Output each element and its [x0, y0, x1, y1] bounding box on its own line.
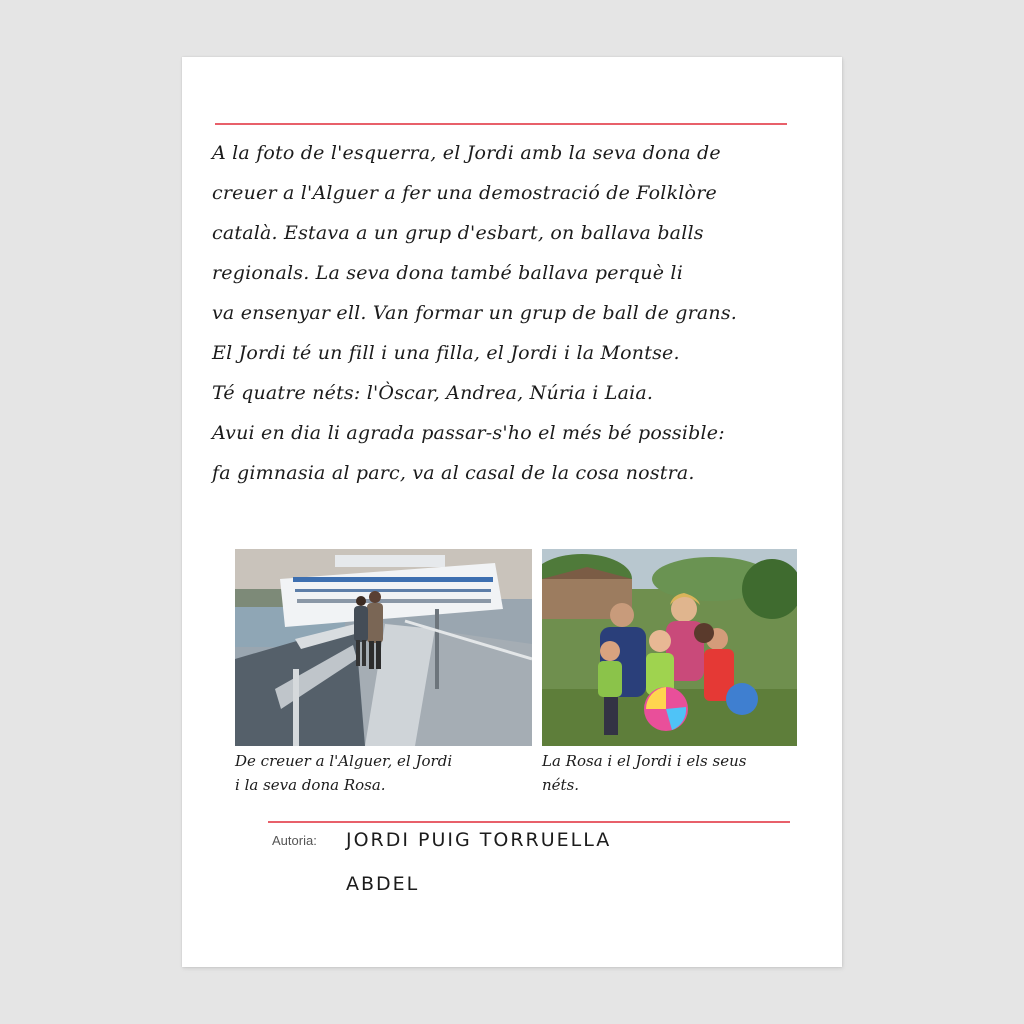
memory-sheet: [182, 57, 842, 967]
author-names: [346, 829, 611, 895]
story-line: regionals. La seva dona també ballava perquè li: [212, 262, 683, 284]
caption-line: néts.: [542, 776, 580, 794]
authorship-label: Autoria:: [272, 833, 317, 848]
story-line: creuer a l'Alguer a fer una demostració de Folklòre: [212, 182, 717, 204]
caption-cruise-photo: [235, 749, 532, 797]
story-line: Té quatre néts: l'Òscar, Andrea, Núria i Laia.: [212, 382, 654, 404]
story-line: A la foto de l'esquerra, el Jordi amb la seva dona de: [212, 142, 721, 164]
story-line: va ensenyar ell. Van formar un grup de ball de grans.: [212, 302, 738, 324]
photo-grandparents-grandchildren: [542, 549, 797, 746]
caption-line: De creuer a l'Alguer, el Jordi: [235, 752, 453, 770]
caption-line: La Rosa i el Jordi i els seus: [542, 752, 747, 770]
caption-line: i la seva dona Rosa.: [235, 776, 386, 794]
story-line: català. Estava a un grup d'esbart, on ballava balls: [212, 222, 704, 244]
author-name: ABDEL: [346, 873, 420, 895]
caption-family-photo: [542, 749, 797, 797]
cruise-photo-illustration: [235, 549, 532, 746]
family-photo-illustration: [542, 549, 797, 746]
bottom-accent-rule: [268, 821, 790, 823]
top-accent-rule: [215, 123, 787, 125]
story-line: fa gimnasia al parc, va al casal de la cosa nostra.: [212, 462, 695, 484]
handwritten-story: [212, 133, 812, 493]
story-line: Avui en dia li agrada passar-s'ho el més bé possible:: [212, 422, 725, 444]
author-name: JORDI PUIG TORRUELLA: [346, 829, 612, 851]
photo-cruise-couple: [235, 549, 532, 746]
story-line: El Jordi té un fill i una filla, el Jordi i la Montse.: [212, 342, 680, 364]
